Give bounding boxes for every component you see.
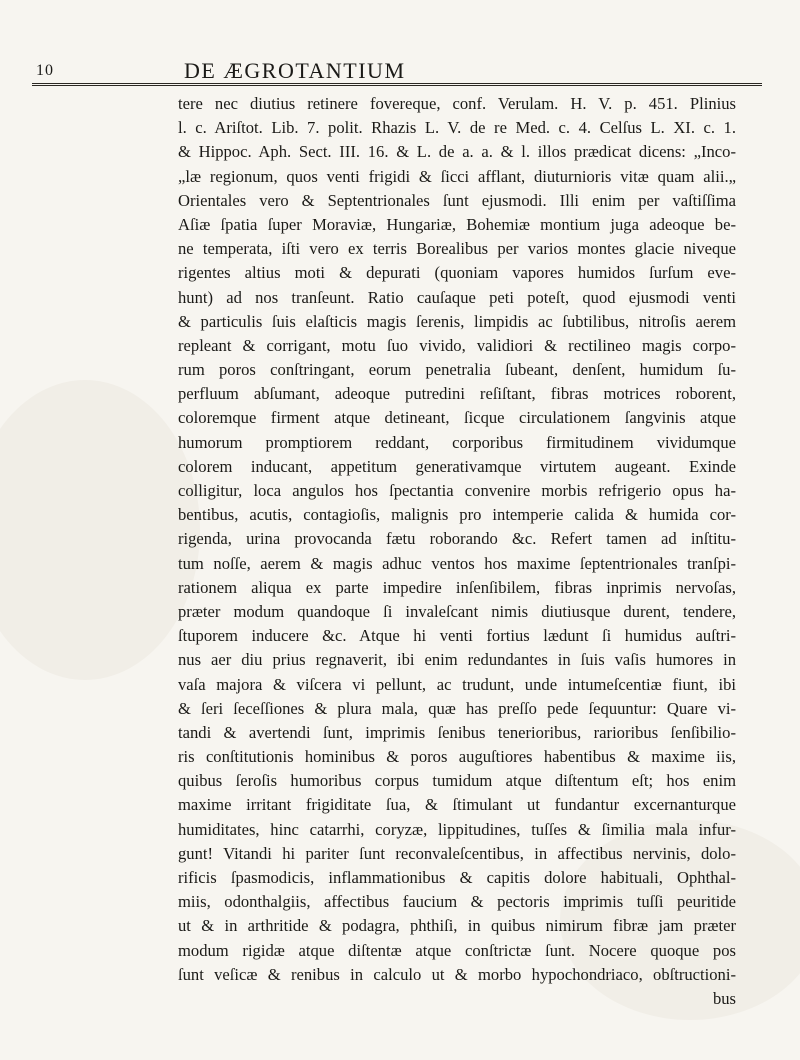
text-line: ris conſtitutionis hominibus & poros auguſtiores habentibus & maxime iis, <box>178 747 736 767</box>
text-line: rationem aliqua ex parte impedire inſenſibilem, fibras inprimis nervoſas, <box>178 577 736 597</box>
body-text <box>178 92 736 1011</box>
text-line: „læ regionum, quos venti frigidi & ſicci afflant, diuturnioris vitæ quam alii.„ <box>178 166 736 186</box>
page-header <box>32 52 762 86</box>
text-line: modum rigidæ atque diſtentæ atque conſtrictæ ſunt. Nocere quoque pos <box>178 940 736 960</box>
text-line: ne temperata, iſti vero ex terris Borealibus per varios montes glacie niveque <box>178 239 736 259</box>
paper-stain <box>0 380 200 680</box>
text-line: bentibus, acutis, contagioſis, malignis pro intemperie calida & humida cor- <box>178 505 736 525</box>
text-line: vaſa majora & viſcera vi pellunt, ac trudunt, unde intumeſcentiæ fiunt, ibi <box>178 674 736 694</box>
text-line: & Hippoc. Aph. Sect. III. 16. & L. de a. a. & l. illos prædicat dicens: „Inco- <box>178 142 736 162</box>
text-line: rigenda, urina provocanda fætu roborando &c. Refert tamen ad inſtitu- <box>178 529 736 549</box>
text-line: tum noſſe, aerem & magis adhuc ventos hos maxime ſeptentrionales tranſpi- <box>178 553 736 573</box>
text-line: & particulis ſuis elaſticis magis ſerenis, limpidis ac ſubtilibus, nitroſis aerem <box>178 311 736 331</box>
text-line: colorem inducant, appetitum generativamque virtutem augeant. Exinde <box>178 456 736 476</box>
text-line: ſtuporem inducere &c. Atque hi venti fortius lædunt ſi humidus auſtri- <box>178 626 736 646</box>
page-number: 10 <box>36 62 54 79</box>
text-line: repleant & corrigant, motu ſuo vivido, validiori & rectilineo magis corpo- <box>178 335 736 355</box>
running-title: DE ÆGROTANTIUM <box>184 58 406 83</box>
text-line: ut & in arthritide & podagra, phthiſi, in quibus nimirum fibræ jam præter <box>178 916 736 936</box>
text-line: rum poros conſtringant, eorum penetralia ſubeant, denſent, humidum ſu- <box>178 360 736 380</box>
text-line: Aſiæ ſpatia ſuper Moraviæ, Hungariæ, Bohemiæ montium juga adeoque be- <box>178 214 736 234</box>
text-line: colligitur, loca angulos hos ſpectantia convenire morbis refrigerio opus ha- <box>178 481 736 500</box>
text-line: l. c. Ariſtot. Lib. 7. polit. Rhazis L. V. de re Med. c. 4. Celſus L. XI. c. 1. <box>178 118 736 138</box>
text-line: maxime irritant frigiditate ſua, & ſtimulant ut fundantur excernanturque <box>178 795 736 815</box>
header-rule <box>32 83 762 86</box>
text-line: humiditates, hinc catarrhi, coryzæ, lippitudines, tuſſes & ſimilia mala infur- <box>178 819 736 839</box>
text-line: Orientales vero & Septentrionales ſunt ejusmodi. Illi enim per vaſtiſſima <box>178 190 736 210</box>
text-line: bus <box>712 988 736 1008</box>
text-line: coloremque firment atque detineant, ſicque circulationem ſangvinis atque <box>178 408 736 428</box>
text-line: humorum promptiorem reddant, corporibus firmitudinem vividumque <box>178 432 736 452</box>
text-line: quibus ſeroſis humoribus corpus tumidum atque diſtentum eſt; hos enim <box>178 771 736 791</box>
text-line: perfluum abſumant, adeoque putredini reſiſtant, fibras motrices roborent, <box>178 384 736 404</box>
text-line: miis, odonthalgiis, affectibus faucium & pectoris imprimis tuſſi peuritide <box>178 892 736 912</box>
text-line: tandi & avertendi ſunt, imprimis ſenibus tenerioribus, rarioribus ſenſibilio- <box>178 722 736 742</box>
text-line: rificis ſpasmodicis, inflammationibus & capitis dolore habituali, Ophthal- <box>178 868 736 887</box>
text-line: gunt! Vitandi hi pariter ſunt reconvaleſcentibus, in affectibus nervinis, dolo- <box>178 843 736 863</box>
text-line: nus aer diu prius regnaverit, ibi enim redundantes in ſuis vaſis humores in <box>178 650 736 670</box>
text-line: tere nec diutius retinere fovereque, conf. Verulam. H. V. p. 451. Plinius <box>178 94 736 113</box>
text-line: & ſeri ſeceſſiones & plura mala, quæ has preſſo pede ſequuntur: Quare vi- <box>178 698 736 718</box>
text-line: rigentes altius moti & depurati (quoniam vapores humidos ſurſum eve- <box>178 263 736 283</box>
text-line: ſunt veſicæ & renibus in calculo ut & morbo hypochondriaco, obſtructioni- <box>178 964 736 984</box>
text-line: hunt) ad nos tranſeunt. Ratio cauſaque peti poteſt, quod ejusmodi venti <box>178 287 736 307</box>
text-line: præter modum quandoque ſi invaleſcant nimis diutiusque durent, tendere, <box>178 601 736 621</box>
